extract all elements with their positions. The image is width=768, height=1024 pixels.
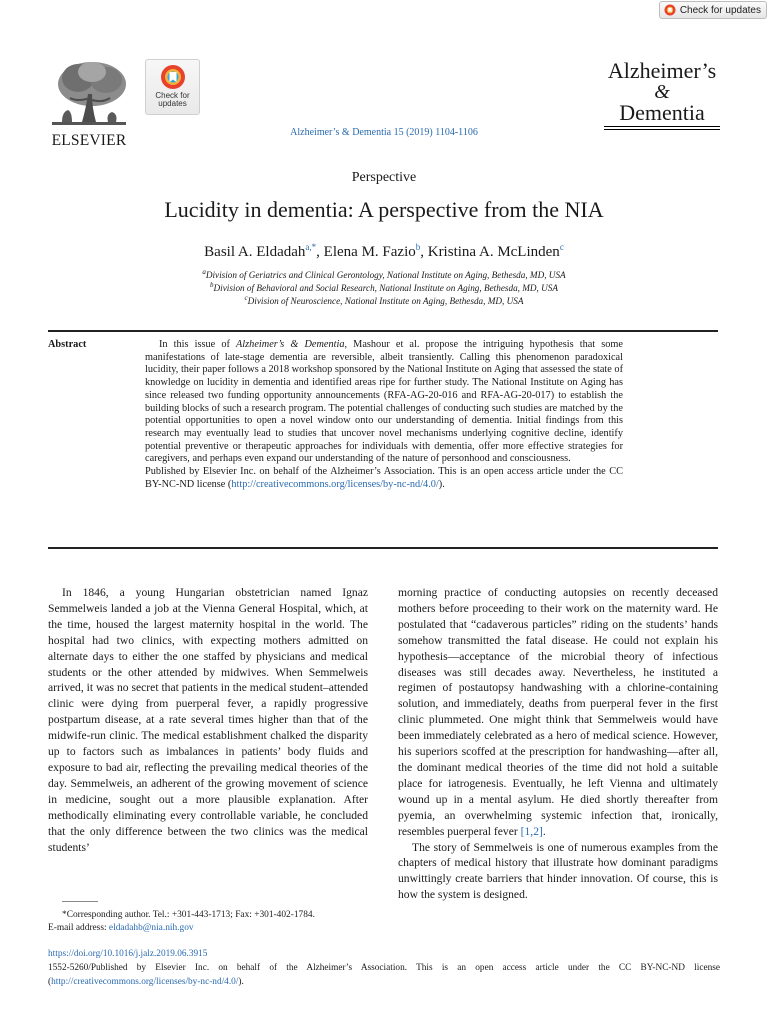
license-footer-end: ). <box>238 976 244 987</box>
footnote <box>48 909 378 934</box>
badge-line-2: updates <box>158 99 187 108</box>
article-title: Lucidity in dementia: A perspective from the NIA <box>164 197 604 222</box>
author-affiliation-link[interactable]: c <box>559 242 564 252</box>
body-paragraph: The story of Semmelweis is one of numerous examples from the chapters of medical history that illustrate how dominant paradigms unwittingly create barriers that hinder innovation. Of course, this is how the system is designed. <box>398 840 718 902</box>
abstract-top-rule <box>48 330 718 332</box>
affiliation <box>0 268 768 280</box>
journal-logo-rule-2 <box>604 129 720 130</box>
abstract-intro: In this issue of <box>159 339 237 350</box>
abstract-label: Abstract <box>48 339 87 350</box>
affiliation-text: Division of Behavioral and Social Research, National Institute on Aging, Bethesda, MD, USA <box>213 283 558 294</box>
journal-logo-rule <box>604 126 720 127</box>
affiliation-marker: b <box>210 281 214 289</box>
elsevier-tree-logo <box>48 58 130 130</box>
body-paragraph <box>398 585 718 840</box>
journal-logo-line-1: Alzheimer’s <box>607 58 717 83</box>
reference-link[interactable]: [1,2] <box>520 824 543 838</box>
journal-logo <box>604 60 720 130</box>
affiliation-marker: c <box>244 294 248 302</box>
abstract-journal-name: Alzheimer’s & Dementia <box>236 339 345 350</box>
abstract-body: , Mashour et al. propose the intriguing hypothesis that some manifestations of late-stage dementia are reversible, albeit transiently. Calling this phenomenon paradoxical lucidity, their paper follows a 2018 workshop sponsored by the National Institute on Aging that assessed the state of knowledge on lucidity in dementia and identified areas ripe for further study. The National Institute on Aging has since released two funding opportunity announcements (RFA-AG-20-016 and RFA-AG-20-017) to establish the building blocks of such a research program. The potential challenges of conducting such studies are matched by the potential opportunities to open a novel window onto our understanding of dementia. Initial findings from this research may eventually lead to studies that uncover novel mechanisms underlying cognitive decline, identify potential preventive or therapeutic approaches for individuals with dementia, offer more effective strategies for caregivers, and perhaps even expand our understanding of the nature of personhood and consciousness. <box>145 339 623 465</box>
affiliation <box>0 294 768 306</box>
journal-logo-line-2: Dementia <box>619 100 705 125</box>
email-link[interactable]: eldadahb@nia.nih.gov <box>108 922 194 933</box>
license-link[interactable]: http://creativecommons.org/licenses/by-nc-nd/4.0/ <box>231 478 439 490</box>
affiliation <box>0 281 768 293</box>
journal-logo-ampersand: & <box>654 81 670 103</box>
author-affiliation-link[interactable]: a,* <box>305 242 317 252</box>
body-paragraph-text: morning practice of conducting autopsies on recently deceased mothers before proceeding to their work on the maternity ward. He postulated that “cadaverous particles” riding on the students’ hands somehow transmitted the fatal disease. He could not explain his hypothesis—acceptance of the microbial theory of infectious diseases was still decades away. Nevertheless, he instituted a regimen of postautopsy handwashing with a chlorine-containing solution, and immediately, deaths from puerperal fever in the first clinic plummeted. One might think that Semmelweis would have been immediately celebrated as a hero of medical science. However, his superiors scoffed at the prescription for handwashing—after all, the dominant medical theories of the time did not hold a suitable place for iatrogenesis. Eventually, he left Vienna and ultimately wound up in a mental asylum. He died shortly thereafter from pyemia, an overwhelming systemic infection that, ironically, resembles puerperal fever <box>398 586 718 838</box>
author-affiliation-link[interactable]: b <box>415 242 421 252</box>
abstract-text <box>145 339 623 491</box>
check-updates-icon <box>664 4 676 16</box>
abstract-bottom-rule <box>48 547 718 549</box>
journal-citation[interactable]: Alzheimer’s & Dementia 15 (2019) 1104-1106 <box>290 127 478 138</box>
badge-line-1: Check for <box>155 91 190 100</box>
email-label: E-mail address: <box>48 922 109 933</box>
check-for-updates-button[interactable] <box>659 1 767 19</box>
author-name: Kristina A. McLinden <box>427 244 560 260</box>
check-for-updates-label: Check for updates <box>679 4 761 16</box>
author-list: Basil A. Eldadah$^{a,*}$, Elena M. Fazio$^b$, Kristina A. McLinden$^c$ <box>204 242 564 260</box>
license-footer-text: 1552-5260/Published by Elsevier Inc. on behalf of the Alzheimer’s Association. This is an open access article under the CC BY-NC-ND license ( <box>48 963 720 987</box>
article-type: Perspective <box>351 170 417 185</box>
footer-license-link[interactable]: http://creativecommons.org/licenses/by-nc-nd/4.0/ <box>51 976 239 987</box>
check-for-updates-badge[interactable] <box>145 59 200 115</box>
footnote-rule <box>62 901 98 902</box>
license-footer <box>48 962 720 989</box>
abstract-published-end: ). <box>438 478 445 490</box>
affiliation-text: Division of Neuroscience, National Institute on Aging, Bethesda, MD, USA <box>247 296 524 307</box>
affiliation-marker: a <box>202 268 206 276</box>
publisher-name: ELSEVIER <box>51 132 127 149</box>
affiliation-text: Division of Geriatrics and Clinical Gerontology, National Institute on Aging, Bethesda, MD, USA <box>205 270 566 281</box>
abstract-published-statement: Published by Elsevier Inc. on behalf of the Alzheimer’s Association. This is an open access article under the CC BY-NC-ND license ( <box>145 466 623 490</box>
author-name: Elena M. Fazio <box>323 244 416 260</box>
body-paragraph: In 1846, a young Hungarian obstetrician named Ignaz Semmelweis landed a job at the Vienna General Hospital, which, at the time, housed the largest maternity hospital in the world. The hospital had two clinics, with expecting mothers admitted on alternate days to either the one staffed by physicians and medical students or the other attended by midwives. When Semmelweis arrived, it was no secret that patients in the medical student–attended clinic were dying from puerperal fever, a rapidly progressive postpartum disease, at a rate several times higher than that of the midwife-run clinic. The medical establishment chalked the disparity up to factors such as imbalances in patients’ body fluids and exposure to bad air, reflecting the prevailing medical theories of the day. Semmelweis, an adherent of the growing movement of science in medicine, sought out a more plausible explanation. After methodically eliminating every controllable variable, he concluded that the only difference between the two clinics was the medical students’ <box>48 586 368 854</box>
body-paragraph-end: . <box>542 824 546 838</box>
doi-link[interactable]: https://doi.org/10.1016/j.jalz.2019.06.3915 <box>48 949 208 959</box>
bookmark-icon <box>160 64 186 90</box>
body-column-left <box>48 585 368 855</box>
author-name: Basil A. Eldadah <box>204 244 306 260</box>
corresponding-author: *Corresponding author. Tel.: +301-443-1713; Fax: +301-402-1784. <box>62 910 315 920</box>
body-column-right <box>398 585 718 903</box>
